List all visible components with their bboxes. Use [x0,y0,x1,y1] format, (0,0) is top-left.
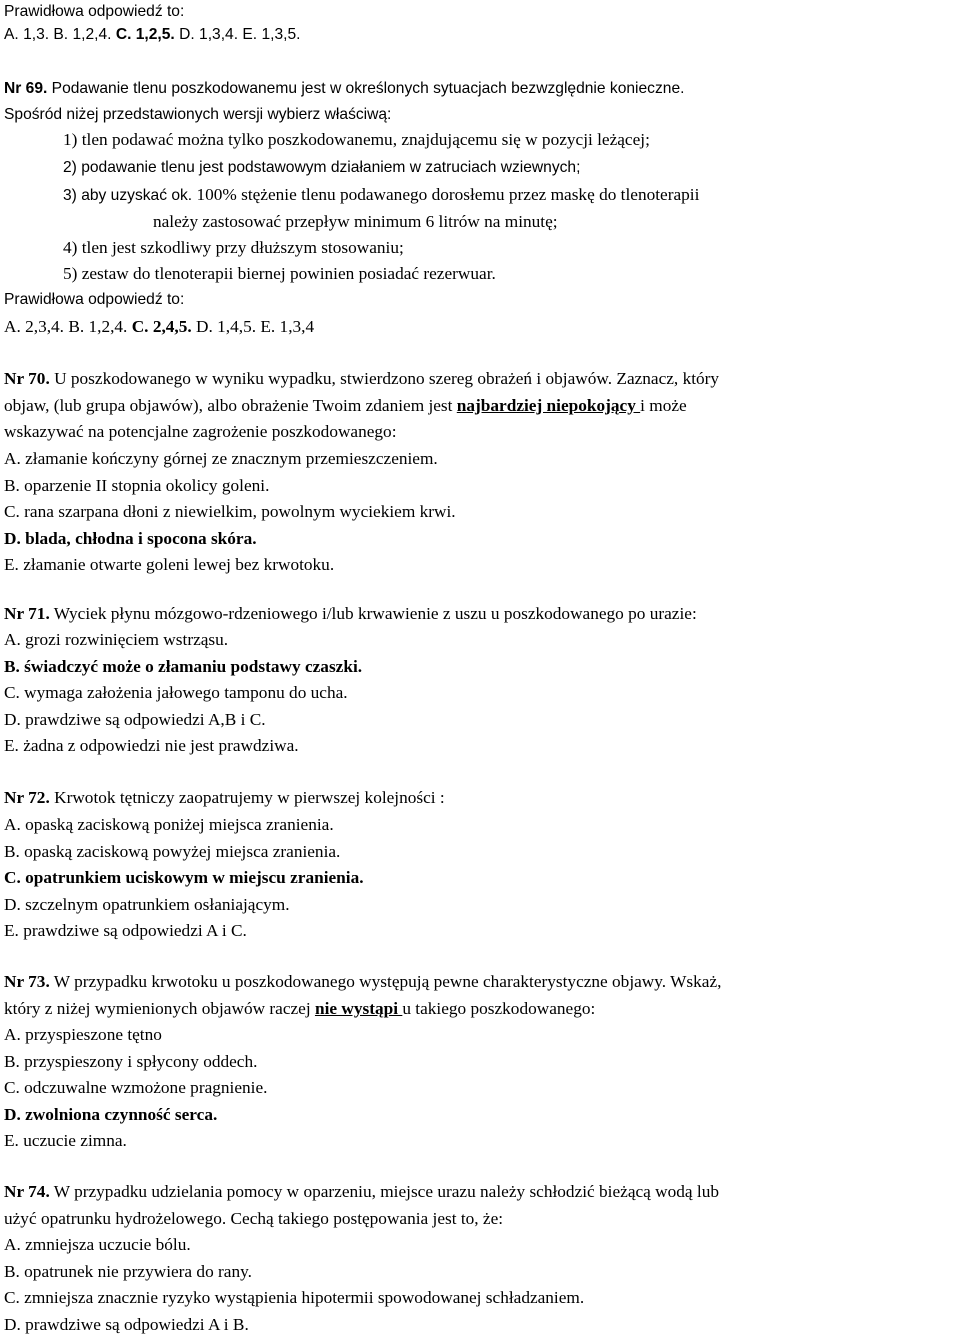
question-69-item-3-cont: należy zastosować przepływ minimum 6 litrów na minutę; [153,212,558,231]
question-69-intro: Spośród niżej przedstawionych wersji wybierz właściwą: [4,106,392,123]
question-number: Nr 73. [4,972,50,991]
answer-text: D. 1,3,4. E. 1,3,5. [174,26,301,43]
question-69-item-1: 1) tlen podawać można tylko poszkodowanemu, znajdującemu się w pozycji leżącej; [63,130,650,149]
answer-option: A. opaską zaciskową poniżej miejsca zranienia. [4,815,334,834]
question-69-line-1 [4,79,684,99]
answer-text: D. 1,4,5. E. 1,3,4 [191,317,315,336]
correct-option: D. zwolniona czynność serca. [4,1104,218,1124]
question-74-line-2: użyć opatrunku hydrożelowego. Cechą takiego postępowania jest to, że: [4,1209,504,1228]
question-text: objaw, (lub grupa objawów), albo obrażenie Twoim zdaniem jest [4,396,457,415]
question-number: Nr 72. [4,788,50,807]
correct-option: D. blada, chłodna i spocona skóra. [4,528,257,548]
answer-text: A. 1,3. B. 1,2,4. [4,26,116,43]
question-69-item-3 [63,185,699,206]
question-70-line-3: wskazywać na potencjalne zagrożenie poszkodowanego: [4,422,397,441]
answer-option: E. złamanie otwarte goleni lewej bez krwotoku. [4,555,335,574]
question-71-line-1 [4,604,697,624]
item-text: 3) aby uzyskać ok. [63,187,193,204]
emphasis-text: najbardziej niepokojący [456,396,641,415]
answer-option: B. opaską zaciskową powyżej miejsca zranienia. [4,841,341,861]
answer-option: B. przyspieszony i spłycony oddech. [4,1051,258,1071]
question-number: Nr 70. [4,369,50,388]
answer-line [4,317,314,337]
answer-option: E. uczucie zimna. [4,1131,127,1150]
answer-option: B. opatrunek nie przywiera do rany. [4,1261,252,1281]
correct-answer: C. 1,2,5. [115,26,175,43]
answer-option: C. rana szarpana dłoni z niewielkim, powolnym wyciekiem krwi. [4,502,456,521]
answer-option: C. zmniejsza znacznie ryzyko wystąpienia hipotermii spowodowanej schładzaniem. [4,1288,585,1307]
correct-option: C. opatrunkiem uciskowym w miejscu zranienia. [4,868,364,887]
emphasis-text: nie wystąpi [314,999,403,1018]
answer-option: C. odczuwalne wzmożone pragnienie. [4,1078,268,1097]
question-73-line-2 [4,999,595,1019]
answer-text: A. 2,3,4. B. 1,2,4. [4,317,132,336]
question-number: Nr 74. [4,1182,50,1201]
question-72-line-1 [4,788,445,808]
question-74-line-1 [4,1182,719,1202]
question-number: Nr 69. [4,80,48,97]
question-text: i może [640,396,687,415]
question-text: który z niżej wymienionych objawów raczej [4,999,315,1018]
question-text: Wyciek płynu mózgowo-rdzeniowego i/lub krwawienie z uszu u poszkodowanego po urazie: [49,604,697,623]
question-number: Nr 71. [4,604,50,623]
question-69-item-2: 2) podawanie tlenu jest podstawowym działaniem w zatruciach wziewnych; [63,159,581,176]
answer-option: A. przyspieszone tętno [4,1025,162,1044]
answer-option: A. grozi rozwinięciem wstrząsu. [4,630,229,649]
answer-prompt: Prawidłowa odpowiedź to: [4,3,185,20]
question-70-line-1 [4,369,719,389]
question-69-item-5: 5) zestaw do tlenoterapii biernej powinien posiadać rezerwuar. [63,264,496,283]
question-text: Krwotok tętniczy zaopatrujemy w pierwszej kolejności : [49,788,445,807]
question-text: W przypadku udzielania pomocy w oparzeniu, miejsce urazu należy schłodzić bieżącą wodą lub [49,1182,719,1201]
correct-answer: C. 2,4,5. [131,317,192,336]
item-text: 100% stężenie tlenu podawanego dorosłemu przez maskę do tlenoterapii [192,185,700,204]
answer-option: B. oparzenie II stopnia okolicy goleni. [4,475,270,495]
correct-option: B. świadczyć może o złamaniu podstawy czaszki. [4,656,363,676]
question-text: W przypadku krwotoku u poszkodowanego występują pewne charakterystyczne objawy. Wskaż, [49,972,722,991]
question-73-line-1 [4,972,721,992]
answer-option: C. wymaga założenia jałowego tamponu do ucha. [4,683,348,702]
answer-line [4,25,300,45]
answer-option: D. prawdziwe są odpowiedzi A,B i C. [4,709,266,729]
answer-option: E. żadna z odpowiedzi nie jest prawdziwa. [4,736,299,755]
question-text: Podawanie tlenu poszkodowanemu jest w określonych sytuacjach bezwzględnie konieczne. [47,80,685,97]
answer-option: D. szczelnym opatrunkiem osłaniającym. [4,894,290,914]
answer-option: A. zmniejsza uczucie bólu. [4,1235,191,1254]
question-text: u takiego poszkodowanego: [402,999,596,1018]
question-text: U poszkodowanego w wyniku wypadku, stwierdzono szereg obrażeń i objawów. Zaznacz, który [49,369,720,388]
answer-option: E. prawdziwe są odpowiedzi A i C. [4,921,247,940]
answer-prompt: Prawidłowa odpowiedź to: [4,291,185,308]
answer-option: A. złamanie kończyny górnej ze znacznym przemieszczeniem. [4,449,438,468]
answer-option: D. prawdziwe są odpowiedzi A i B. [4,1314,249,1334]
question-69-item-4: 4) tlen jest szkodliwy przy dłuższym stosowaniu; [63,238,404,257]
question-70-line-2 [4,396,687,416]
